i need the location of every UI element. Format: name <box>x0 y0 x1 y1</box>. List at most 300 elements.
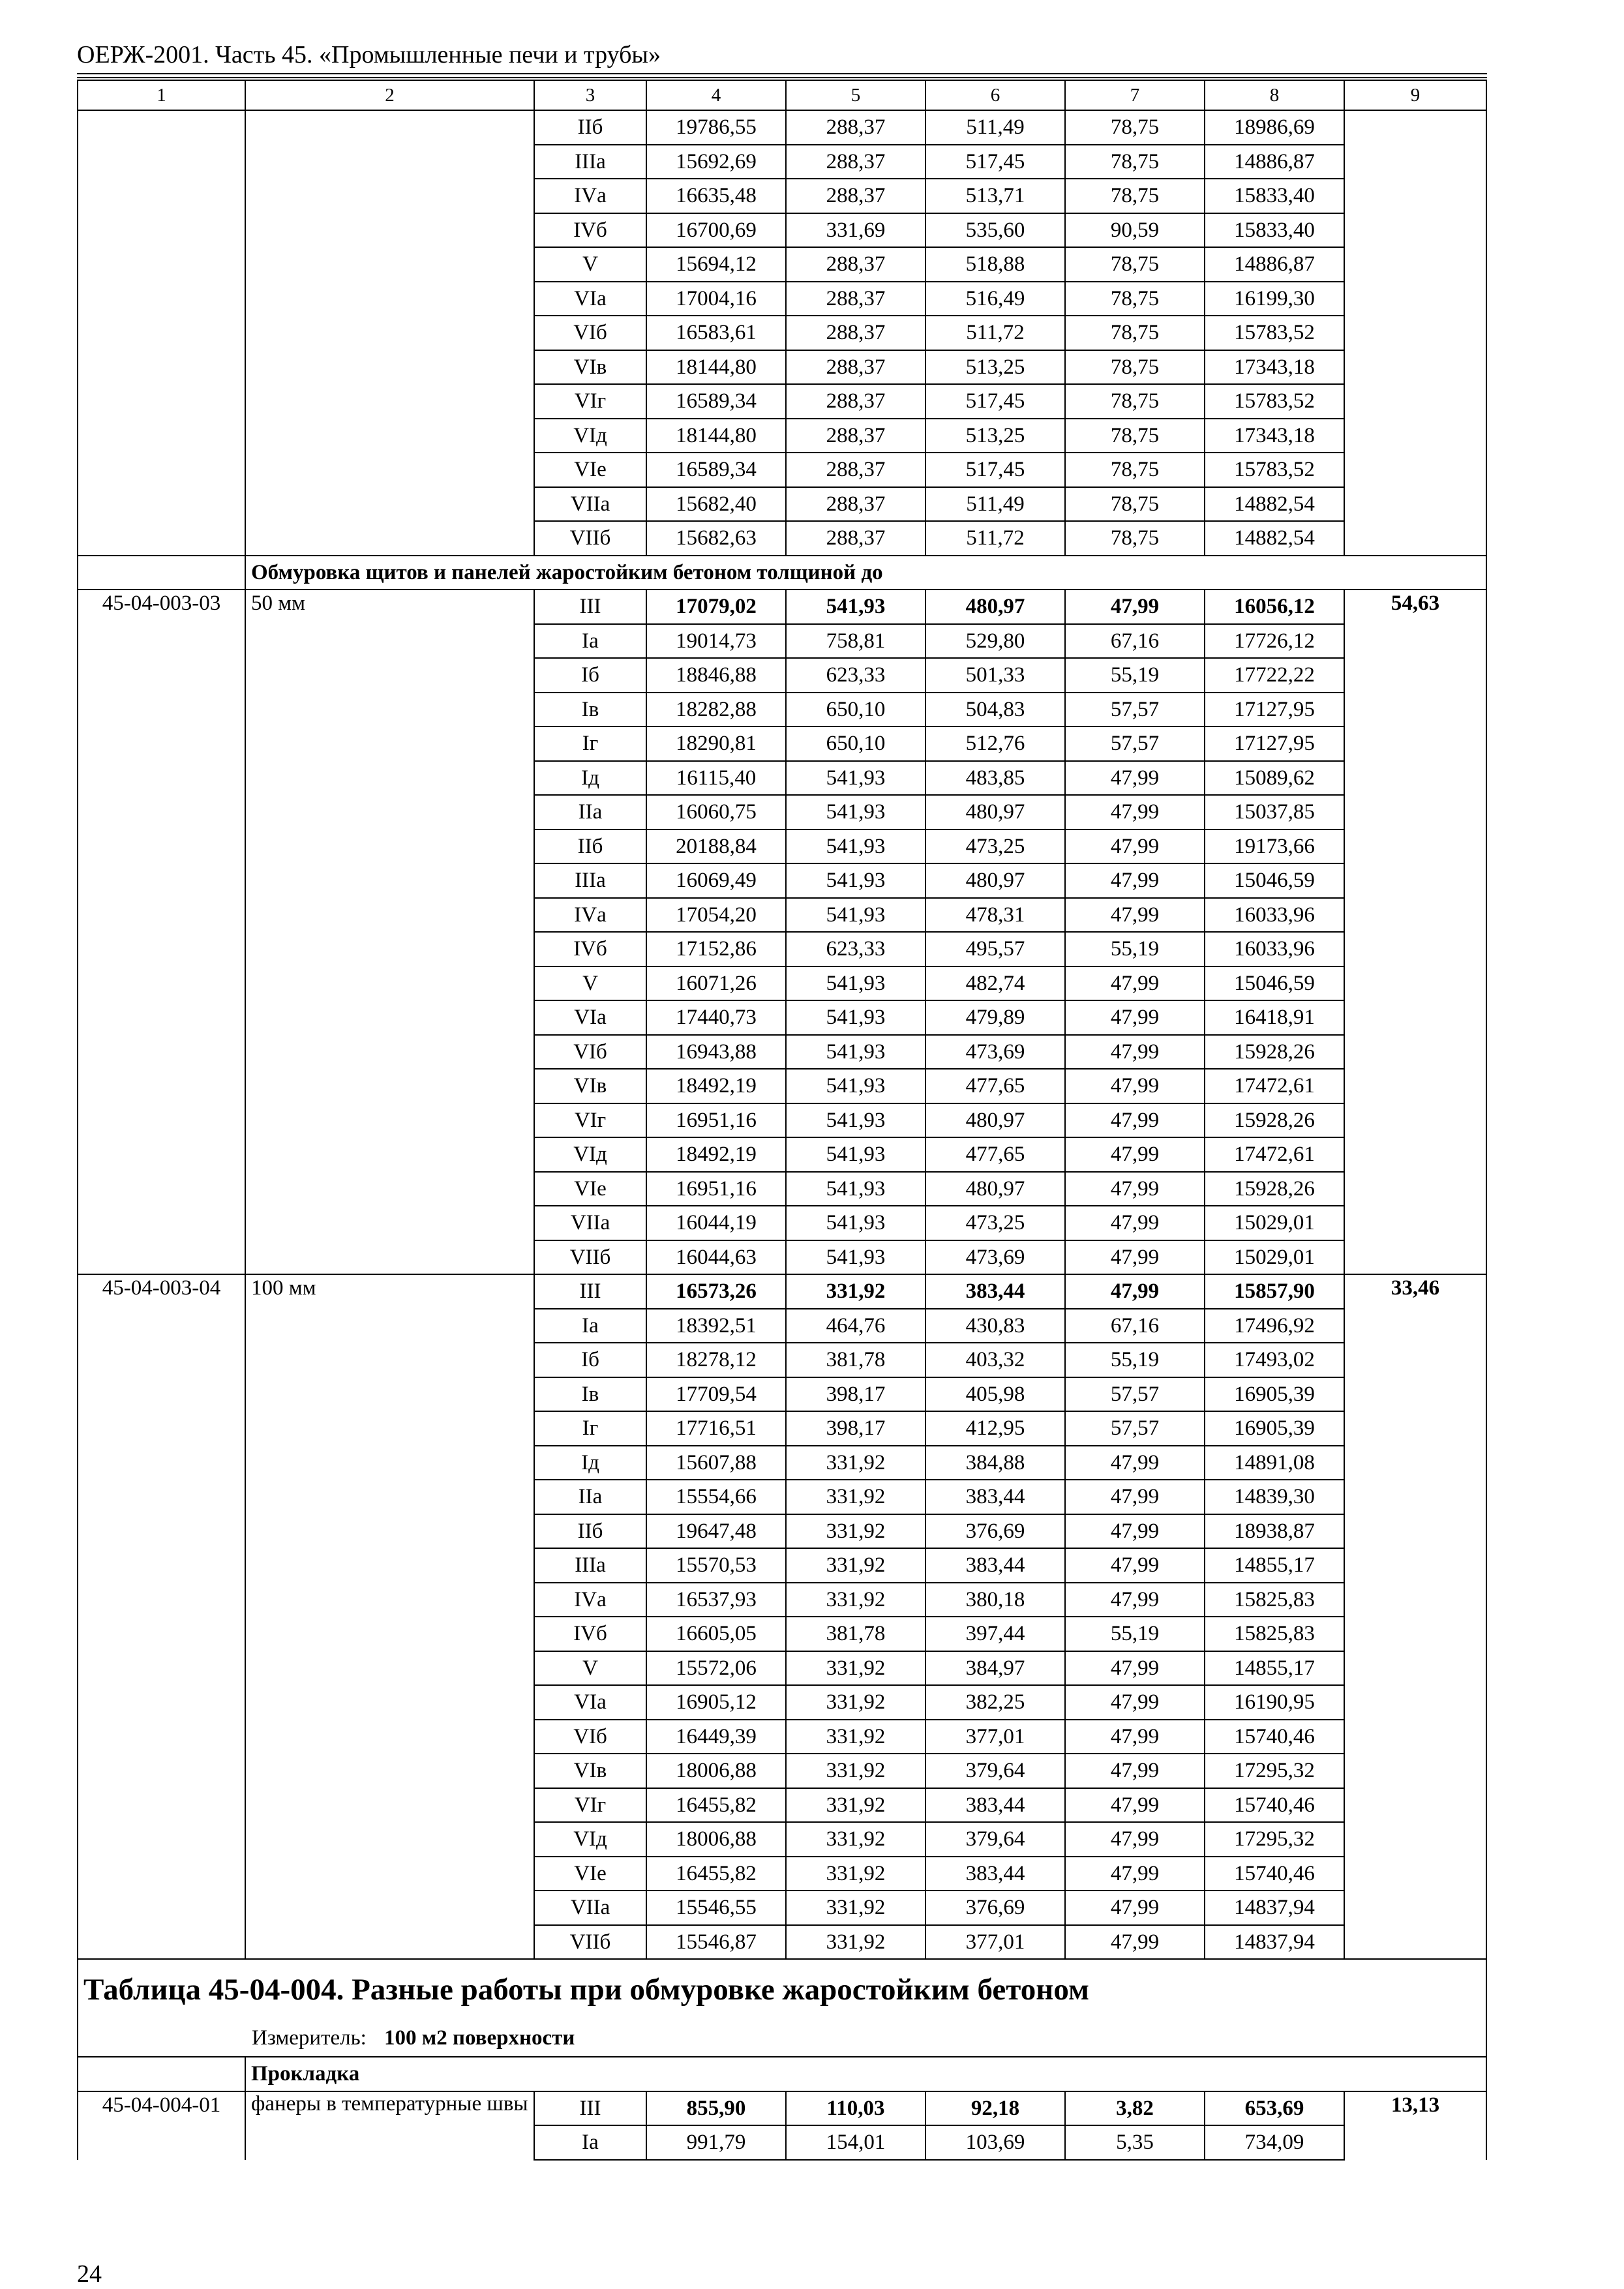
cell-col-4: 15546,55 <box>646 1891 786 1925</box>
cell-col-6: 511,72 <box>925 316 1065 350</box>
cell-col-7: 47,99 <box>1065 1788 1205 1823</box>
cell-col-7: 47,99 <box>1065 1651 1205 1686</box>
cell-col-5: 541,93 <box>786 590 925 624</box>
cell-col-3: Iд <box>534 761 646 796</box>
cell-col-8: 14837,94 <box>1205 1891 1344 1925</box>
cell-col-4: 18846,88 <box>646 658 786 693</box>
item-col9-cell: 33,46 <box>1344 1274 1486 1959</box>
cell-col-6: 517,45 <box>925 384 1065 419</box>
cell-col-7: 78,75 <box>1065 145 1205 179</box>
cell-col-4: 16573,26 <box>646 1274 786 1309</box>
cell-col-6: 383,44 <box>925 1274 1065 1309</box>
cell-col-5: 288,37 <box>786 282 925 316</box>
cell-col-5: 464,76 <box>786 1309 925 1343</box>
cell-col-8: 17472,61 <box>1205 1069 1344 1103</box>
cell-col-8: 17496,92 <box>1205 1309 1344 1343</box>
cell-col-8: 15783,52 <box>1205 453 1344 487</box>
cell-col-6: 529,80 <box>925 624 1065 659</box>
cell-col-8: 15833,40 <box>1205 179 1344 213</box>
cell-col-3: VIг <box>534 1788 646 1823</box>
cell-col-6: 377,01 <box>925 1720 1065 1754</box>
cell-col-4: 15554,66 <box>646 1480 786 1514</box>
cell-col-6: 473,69 <box>925 1240 1065 1275</box>
cell-col-8: 15825,83 <box>1205 1583 1344 1617</box>
cell-col-4: 855,90 <box>646 2091 786 2126</box>
cell-col-6: 383,44 <box>925 1857 1065 1891</box>
cell-col-4: 15682,63 <box>646 521 786 556</box>
cell-col-7: 47,99 <box>1065 590 1205 624</box>
column-header-7: 7 <box>1065 80 1205 110</box>
cell-col-5: 288,37 <box>786 110 925 145</box>
cell-col-4: 16905,12 <box>646 1685 786 1720</box>
cell-col-5: 331,92 <box>786 1583 925 1617</box>
table-body <box>78 80 1486 2160</box>
cell-col-3: VIIб <box>534 521 646 556</box>
cell-col-7: 78,75 <box>1065 521 1205 556</box>
cell-col-8: 653,69 <box>1205 2091 1344 2126</box>
cell-col-8: 16033,96 <box>1205 898 1344 933</box>
cell-col-6: 384,88 <box>925 1446 1065 1480</box>
cell-col-7: 78,75 <box>1065 316 1205 350</box>
cell-col-7: 47,99 <box>1065 1103 1205 1138</box>
cell-col-4: 16589,34 <box>646 453 786 487</box>
measure-label: Измеритель: <box>245 2020 534 2057</box>
cell-col-3: Iв <box>534 693 646 727</box>
section-title: Обмуровка щитов и панелей жаростойким бетоном толщиной до <box>245 556 1486 590</box>
cell-col-7: 57,57 <box>1065 693 1205 727</box>
cell-col-5: 331,92 <box>786 1788 925 1823</box>
measure-row <box>78 2020 1486 2057</box>
cell-col-3: IVб <box>534 213 646 248</box>
section-row <box>78 556 1486 590</box>
cell-col-3: IIIа <box>534 1548 646 1583</box>
cell-col-8: 16199,30 <box>1205 282 1344 316</box>
cell-col-6: 473,25 <box>925 830 1065 864</box>
cell-col-4: 17152,86 <box>646 932 786 966</box>
cell-col-8: 15046,59 <box>1205 966 1344 1001</box>
cell-col-5: 541,93 <box>786 1000 925 1035</box>
cell-col-5: 288,37 <box>786 179 925 213</box>
cell-col-6: 480,97 <box>925 1103 1065 1138</box>
cell-col-8: 15029,01 <box>1205 1240 1344 1275</box>
cell-col-6: 383,44 <box>925 1480 1065 1514</box>
item-name-cell <box>245 110 534 556</box>
cell-col-5: 541,93 <box>786 1172 925 1206</box>
cell-col-8: 15928,26 <box>1205 1103 1344 1138</box>
cell-col-3: III <box>534 1274 646 1309</box>
cell-col-6: 482,74 <box>925 966 1065 1001</box>
cell-col-6: 430,83 <box>925 1309 1065 1343</box>
cell-col-7: 47,99 <box>1065 1925 1205 1960</box>
item-name-cell: 50 мм <box>245 590 534 1274</box>
cell-col-3: Iб <box>534 658 646 693</box>
cell-col-8: 14886,87 <box>1205 145 1344 179</box>
cell-col-3: V <box>534 966 646 1001</box>
cell-col-3: VIа <box>534 1000 646 1035</box>
cell-col-4: 19014,73 <box>646 624 786 659</box>
cell-col-4: 18006,88 <box>646 1822 786 1857</box>
cell-col-3: IVб <box>534 1617 646 1651</box>
table-row <box>78 110 1486 145</box>
cell-col-5: 541,93 <box>786 1240 925 1275</box>
cell-col-5: 381,78 <box>786 1617 925 1651</box>
cell-col-5: 110,03 <box>786 2091 925 2126</box>
cell-col-5: 331,92 <box>786 1548 925 1583</box>
cell-col-8: 15029,01 <box>1205 1206 1344 1240</box>
cell-col-3: IVа <box>534 1583 646 1617</box>
cell-col-7: 47,99 <box>1065 863 1205 898</box>
cell-col-5: 541,93 <box>786 795 925 830</box>
cell-col-3: IIIа <box>534 145 646 179</box>
cell-col-4: 18006,88 <box>646 1754 786 1788</box>
cell-col-8: 15783,52 <box>1205 316 1344 350</box>
cell-col-6: 397,44 <box>925 1617 1065 1651</box>
cell-col-8: 17726,12 <box>1205 624 1344 659</box>
cell-col-4: 991,79 <box>646 2125 786 2160</box>
cell-col-8: 15089,62 <box>1205 761 1344 796</box>
cell-col-8: 16190,95 <box>1205 1685 1344 1720</box>
cell-col-4: 16943,88 <box>646 1035 786 1070</box>
cell-col-3: VIв <box>534 350 646 385</box>
cell-col-5: 381,78 <box>786 1343 925 1377</box>
cell-col-7: 55,19 <box>1065 1343 1205 1377</box>
cell-col-3: VIд <box>534 1822 646 1857</box>
cell-col-6: 517,45 <box>925 145 1065 179</box>
cell-col-4: 16583,61 <box>646 316 786 350</box>
cell-col-8: 16418,91 <box>1205 1000 1344 1035</box>
column-header-8: 8 <box>1205 80 1344 110</box>
cell-col-7: 78,75 <box>1065 384 1205 419</box>
item-code-cell: 45-04-004-01 <box>78 2091 245 2160</box>
cell-col-7: 55,19 <box>1065 1617 1205 1651</box>
cell-col-7: 47,99 <box>1065 1274 1205 1309</box>
cell-col-6: 473,69 <box>925 1035 1065 1070</box>
cell-col-5: 288,37 <box>786 384 925 419</box>
cell-col-6: 511,49 <box>925 487 1065 522</box>
cell-col-5: 541,93 <box>786 1069 925 1103</box>
cell-col-5: 541,93 <box>786 966 925 1001</box>
cell-col-5: 331,92 <box>786 1857 925 1891</box>
cell-col-6: 380,18 <box>925 1583 1065 1617</box>
cell-col-6: 483,85 <box>925 761 1065 796</box>
cell-col-6: 518,88 <box>925 247 1065 282</box>
cell-col-3: III <box>534 2091 646 2126</box>
cell-col-8: 16905,39 <box>1205 1377 1344 1412</box>
section-title: Прокладка <box>245 2057 1486 2091</box>
item-code-cell <box>78 110 245 556</box>
cell-col-5: 331,92 <box>786 1720 925 1754</box>
cell-col-5: 758,81 <box>786 624 925 659</box>
cell-col-8: 14837,94 <box>1205 1925 1344 1960</box>
cell-col-4: 18144,80 <box>646 419 786 453</box>
cell-col-7: 90,59 <box>1065 213 1205 248</box>
cell-col-4: 16115,40 <box>646 761 786 796</box>
cell-col-6: 501,33 <box>925 658 1065 693</box>
cell-col-7: 47,99 <box>1065 1240 1205 1275</box>
cell-col-3: IVб <box>534 932 646 966</box>
cell-col-3: VIб <box>534 1035 646 1070</box>
cell-col-8: 17295,32 <box>1205 1754 1344 1788</box>
cell-col-6: 511,72 <box>925 521 1065 556</box>
cell-col-3: VIб <box>534 316 646 350</box>
cell-col-6: 383,44 <box>925 1548 1065 1583</box>
cell-col-5: 541,93 <box>786 863 925 898</box>
cell-col-5: 541,93 <box>786 1137 925 1172</box>
cell-col-7: 78,75 <box>1065 179 1205 213</box>
cell-col-3: IVа <box>534 898 646 933</box>
cell-col-5: 331,92 <box>786 1891 925 1925</box>
cell-col-6: 376,69 <box>925 1891 1065 1925</box>
cell-col-4: 15682,40 <box>646 487 786 522</box>
cell-col-7: 47,99 <box>1065 1754 1205 1788</box>
cell-col-5: 331,69 <box>786 213 925 248</box>
cell-col-7: 57,57 <box>1065 1411 1205 1446</box>
cell-col-7: 47,99 <box>1065 761 1205 796</box>
cell-col-6: 477,65 <box>925 1069 1065 1103</box>
cell-col-8: 14882,54 <box>1205 487 1344 522</box>
cell-col-5: 288,37 <box>786 350 925 385</box>
cell-col-3: VIг <box>534 384 646 419</box>
cell-col-3: VIг <box>534 1103 646 1138</box>
cell-col-3: VIб <box>534 1720 646 1754</box>
cell-col-6: 377,01 <box>925 1925 1065 1960</box>
column-header-2: 2 <box>245 80 534 110</box>
cell-col-4: 20188,84 <box>646 830 786 864</box>
cell-col-3: IIIа <box>534 863 646 898</box>
cell-col-5: 331,92 <box>786 1514 925 1549</box>
cell-col-6: 473,25 <box>925 1206 1065 1240</box>
cell-col-5: 541,93 <box>786 1206 925 1240</box>
cell-col-5: 288,37 <box>786 453 925 487</box>
cell-col-6: 103,69 <box>925 2125 1065 2160</box>
cell-col-8: 18938,87 <box>1205 1514 1344 1549</box>
item-col9-cell: 13,13 <box>1344 2091 1486 2160</box>
cell-col-3: VIа <box>534 282 646 316</box>
cell-col-8: 17127,95 <box>1205 726 1344 761</box>
cell-col-6: 478,31 <box>925 898 1065 933</box>
cell-col-4: 16951,16 <box>646 1172 786 1206</box>
cell-col-4: 18282,88 <box>646 693 786 727</box>
cell-col-7: 47,99 <box>1065 1720 1205 1754</box>
cell-col-5: 331,92 <box>786 1446 925 1480</box>
cell-col-8: 14886,87 <box>1205 247 1344 282</box>
cell-col-8: 15037,85 <box>1205 795 1344 830</box>
cell-col-6: 384,97 <box>925 1651 1065 1686</box>
header-rule <box>77 73 1487 74</box>
cell-col-4: 16951,16 <box>646 1103 786 1138</box>
cell-col-3: Iд <box>534 1446 646 1480</box>
column-header-9: 9 <box>1344 80 1486 110</box>
cell-col-7: 47,99 <box>1065 830 1205 864</box>
cell-col-6: 376,69 <box>925 1514 1065 1549</box>
page-number: 24 <box>77 2260 102 2288</box>
cell-col-4: 15570,53 <box>646 1548 786 1583</box>
cell-col-7: 67,16 <box>1065 1309 1205 1343</box>
cell-col-8: 15783,52 <box>1205 384 1344 419</box>
item-col9-cell <box>1344 110 1486 556</box>
cell-col-6: 516,49 <box>925 282 1065 316</box>
cell-col-8: 17722,22 <box>1205 658 1344 693</box>
cell-col-7: 47,99 <box>1065 1137 1205 1172</box>
cell-col-3: Iб <box>534 1343 646 1377</box>
cell-col-3: IIа <box>534 1480 646 1514</box>
cell-col-6: 513,71 <box>925 179 1065 213</box>
cell-col-6: 480,97 <box>925 863 1065 898</box>
cell-col-4: 17716,51 <box>646 1411 786 1446</box>
cell-col-4: 17709,54 <box>646 1377 786 1412</box>
cell-col-8: 15740,46 <box>1205 1857 1344 1891</box>
cell-col-8: 15740,46 <box>1205 1788 1344 1823</box>
cell-col-7: 47,99 <box>1065 1172 1205 1206</box>
cell-col-8: 17472,61 <box>1205 1137 1344 1172</box>
item-name-cell: фанеры в температурные швы <box>245 2091 534 2160</box>
cell-col-3: Iа <box>534 1309 646 1343</box>
cell-col-6: 513,25 <box>925 419 1065 453</box>
cell-col-7: 47,99 <box>1065 1548 1205 1583</box>
item-col9-cell: 54,63 <box>1344 590 1486 1274</box>
column-header-6: 6 <box>925 80 1065 110</box>
cell-col-4: 15607,88 <box>646 1446 786 1480</box>
cell-col-4: 16060,75 <box>646 795 786 830</box>
cell-col-7: 78,75 <box>1065 350 1205 385</box>
cell-col-3: VIIа <box>534 487 646 522</box>
cell-col-4: 16455,82 <box>646 1857 786 1891</box>
cell-col-5: 398,17 <box>786 1411 925 1446</box>
table-row <box>78 2091 1486 2126</box>
cell-col-5: 541,93 <box>786 830 925 864</box>
cell-col-7: 5,35 <box>1065 2125 1205 2160</box>
cell-col-7: 47,99 <box>1065 966 1205 1001</box>
cell-col-4: 15694,12 <box>646 247 786 282</box>
section-row <box>78 2057 1486 2091</box>
cell-col-7: 67,16 <box>1065 624 1205 659</box>
cell-col-8: 17295,32 <box>1205 1822 1344 1857</box>
cell-col-3: VIе <box>534 453 646 487</box>
cell-col-4: 17004,16 <box>646 282 786 316</box>
cell-col-6: 412,95 <box>925 1411 1065 1446</box>
cell-col-3: VIв <box>534 1754 646 1788</box>
cell-col-7: 47,99 <box>1065 1206 1205 1240</box>
cell-col-3: VIе <box>534 1857 646 1891</box>
cell-col-7: 47,99 <box>1065 898 1205 933</box>
cell-col-5: 288,37 <box>786 419 925 453</box>
cell-col-5: 398,17 <box>786 1377 925 1412</box>
cell-col-3: IIб <box>534 1514 646 1549</box>
cell-col-8: 17343,18 <box>1205 350 1344 385</box>
cell-col-8: 18986,69 <box>1205 110 1344 145</box>
cell-col-6: 480,97 <box>925 795 1065 830</box>
cell-col-5: 288,37 <box>786 487 925 522</box>
cell-col-6: 405,98 <box>925 1377 1065 1412</box>
cell-col-8: 15928,26 <box>1205 1035 1344 1070</box>
cell-col-6: 382,25 <box>925 1685 1065 1720</box>
cell-col-5: 331,92 <box>786 1754 925 1788</box>
cell-col-6: 535,60 <box>925 213 1065 248</box>
cell-col-5: 623,33 <box>786 932 925 966</box>
cell-col-6: 512,76 <box>925 726 1065 761</box>
cell-col-4: 18144,80 <box>646 350 786 385</box>
cell-col-8: 14891,08 <box>1205 1446 1344 1480</box>
cell-col-7: 47,99 <box>1065 1857 1205 1891</box>
cell-col-4: 18392,51 <box>646 1309 786 1343</box>
cell-col-4: 15692,69 <box>646 145 786 179</box>
cell-col-7: 47,99 <box>1065 1685 1205 1720</box>
cell-col-6: 513,25 <box>925 350 1065 385</box>
cell-col-4: 19786,55 <box>646 110 786 145</box>
cell-col-6: 477,65 <box>925 1137 1065 1172</box>
table-row <box>78 590 1486 624</box>
cell-col-8: 734,09 <box>1205 2125 1344 2160</box>
cell-col-7: 78,75 <box>1065 282 1205 316</box>
cell-col-7: 55,19 <box>1065 658 1205 693</box>
cell-col-4: 16449,39 <box>646 1720 786 1754</box>
cell-col-8: 17127,95 <box>1205 693 1344 727</box>
section-spacer <box>78 2057 245 2091</box>
section-spacer <box>78 556 245 590</box>
item-name-cell: 100 мм <box>245 1274 534 1959</box>
cell-col-3: IVа <box>534 179 646 213</box>
cell-col-3: IIб <box>534 830 646 864</box>
cell-col-6: 517,45 <box>925 453 1065 487</box>
cell-col-8: 16033,96 <box>1205 932 1344 966</box>
cell-col-3: VIIа <box>534 1206 646 1240</box>
measure-value: 100 м2 поверхности <box>534 2020 1486 2057</box>
cell-col-3: III <box>534 590 646 624</box>
item-code-cell: 45-04-003-03 <box>78 590 245 1274</box>
header-rule-2 <box>77 77 1487 78</box>
cell-col-7: 78,75 <box>1065 419 1205 453</box>
cell-col-5: 154,01 <box>786 2125 925 2160</box>
cell-col-7: 47,99 <box>1065 1446 1205 1480</box>
cell-col-4: 18492,19 <box>646 1137 786 1172</box>
cell-col-7: 78,75 <box>1065 110 1205 145</box>
cell-col-3: VIд <box>534 419 646 453</box>
column-header-5: 5 <box>786 80 925 110</box>
cell-col-5: 541,93 <box>786 898 925 933</box>
cell-col-6: 379,64 <box>925 1822 1065 1857</box>
cell-col-4: 16605,05 <box>646 1617 786 1651</box>
table-2-title: Таблица 45-04-004. Разные работы при обмуровке жаростойким бетоном <box>78 1959 1486 2020</box>
cell-col-7: 78,75 <box>1065 247 1205 282</box>
cell-col-3: VIд <box>534 1137 646 1172</box>
cell-col-4: 19647,48 <box>646 1514 786 1549</box>
cell-col-8: 15740,46 <box>1205 1720 1344 1754</box>
cell-col-7: 57,57 <box>1065 1377 1205 1412</box>
cell-col-3: Iв <box>534 1377 646 1412</box>
cell-col-5: 541,93 <box>786 1103 925 1138</box>
cell-col-4: 17079,02 <box>646 590 786 624</box>
cell-col-7: 78,75 <box>1065 487 1205 522</box>
cell-col-7: 47,99 <box>1065 1480 1205 1514</box>
cell-col-6: 379,64 <box>925 1754 1065 1788</box>
item-code-cell: 45-04-003-04 <box>78 1274 245 1959</box>
cell-col-7: 47,99 <box>1065 1514 1205 1549</box>
cell-col-3: Iа <box>534 624 646 659</box>
cell-col-4: 16044,63 <box>646 1240 786 1275</box>
cell-col-5: 650,10 <box>786 726 925 761</box>
cell-col-7: 47,99 <box>1065 1069 1205 1103</box>
cell-col-5: 331,92 <box>786 1274 925 1309</box>
cell-col-3: VIIа <box>534 1891 646 1925</box>
cell-col-8: 15833,40 <box>1205 213 1344 248</box>
cell-col-4: 16589,34 <box>646 384 786 419</box>
column-header-4: 4 <box>646 80 786 110</box>
cell-col-3: Iг <box>534 726 646 761</box>
cell-col-4: 16071,26 <box>646 966 786 1001</box>
cell-col-8: 16056,12 <box>1205 590 1344 624</box>
cell-col-6: 504,83 <box>925 693 1065 727</box>
column-header-1: 1 <box>78 80 245 110</box>
